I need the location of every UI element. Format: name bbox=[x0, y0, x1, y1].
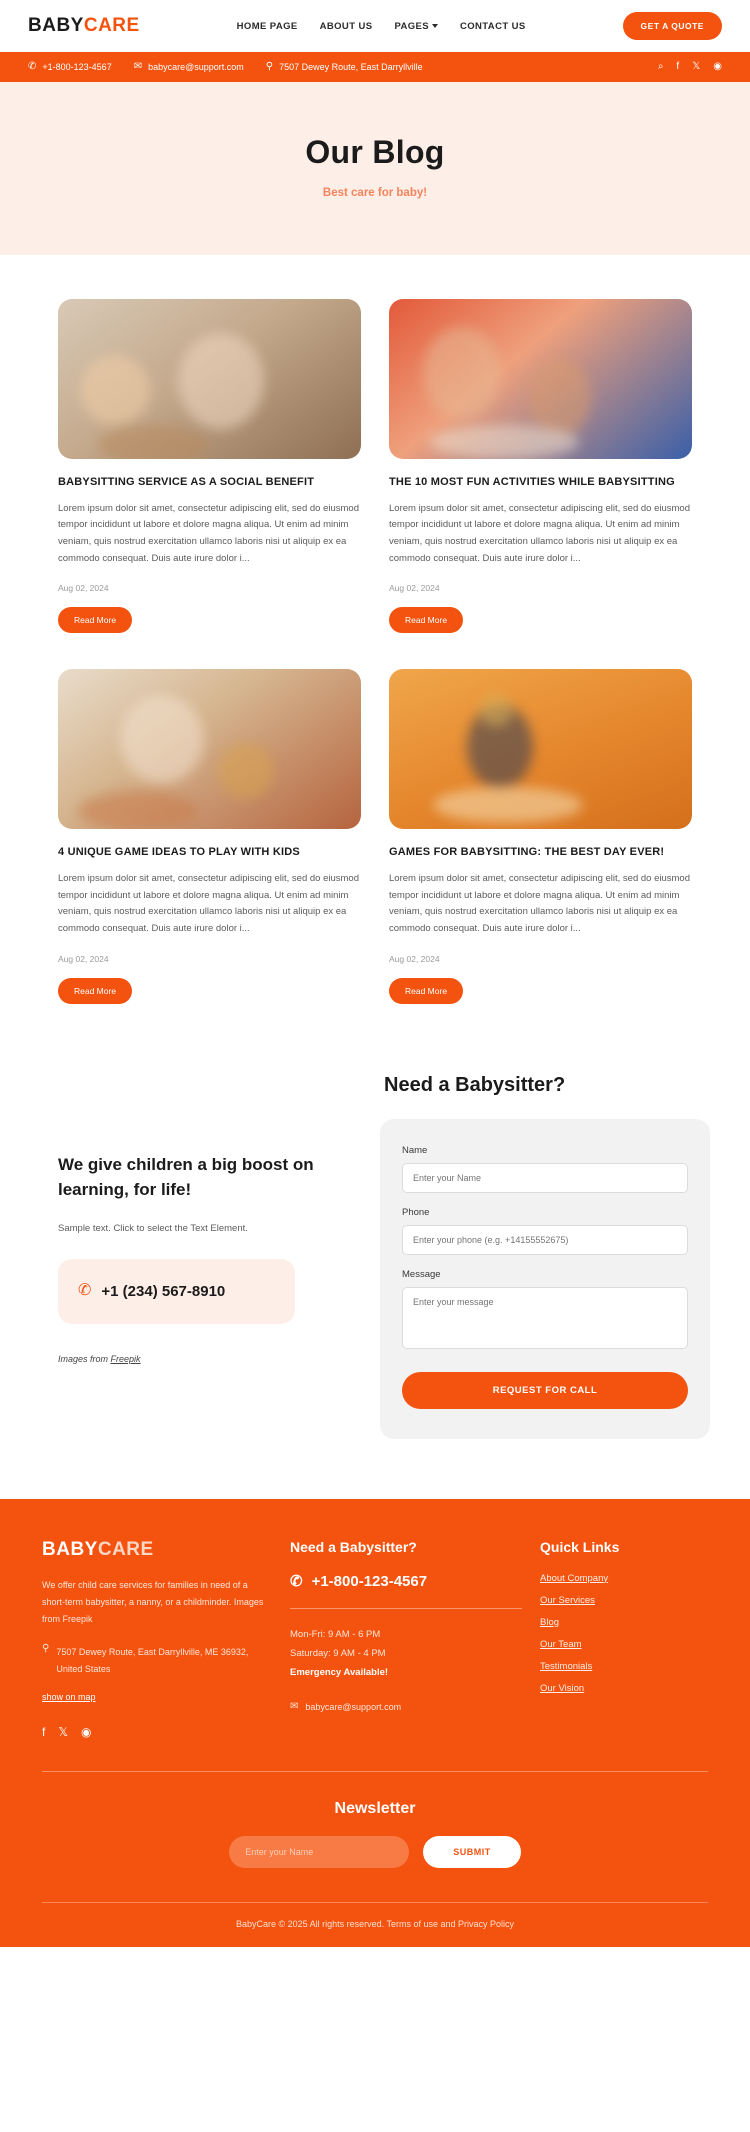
infobar-address-text: 7507 Dewey Route, East Darryllville bbox=[279, 62, 423, 72]
hours-saturday: Saturday: 9 AM - 4 PM bbox=[290, 1647, 386, 1659]
hero-subtitle: Best care for baby! bbox=[322, 187, 428, 199]
search-icon[interactable]: ⌕ bbox=[657, 61, 664, 72]
post-date: Aug 02, 2024 bbox=[389, 583, 440, 594]
quick-link-blog[interactable]: Blog bbox=[540, 1616, 560, 1628]
footer-logo[interactable] bbox=[42, 1539, 272, 1561]
contact-info-group bbox=[28, 62, 423, 72]
blog-grid bbox=[0, 255, 750, 1044]
newsletter-submit-button[interactable]: SUBMIT bbox=[423, 1836, 521, 1868]
quick-links-list bbox=[540, 1573, 708, 1694]
newsletter-form bbox=[42, 1836, 708, 1868]
post-thumbnail-woman-and-child-playing-at-table[interactable] bbox=[389, 299, 692, 459]
site-header bbox=[0, 0, 750, 52]
contact-info-bar bbox=[0, 52, 750, 82]
post-title: 4 UNIQUE GAME IDEAS TO PLAY WITH KIDS bbox=[58, 846, 300, 859]
post-thumbnail-toddler-in-hat-on-rainbow-rocker[interactable] bbox=[389, 669, 692, 829]
footer-columns bbox=[42, 1539, 708, 1739]
nav-item-about[interactable] bbox=[320, 21, 373, 32]
nav-item-pages[interactable] bbox=[394, 21, 438, 32]
infobar-phone[interactable] bbox=[28, 62, 112, 72]
cta-heading: We give children a big boost on learning, for life! bbox=[58, 1154, 314, 1200]
facebook-icon[interactable]: f bbox=[676, 61, 680, 72]
name-label: Name bbox=[402, 1144, 428, 1156]
post-title: BABYSITTING SERVICE AS A SOCIAL BENEFIT bbox=[58, 476, 315, 488]
post-thumbnail-girl-playing-xylophone-with-caregiver[interactable] bbox=[58, 299, 361, 459]
callback-form bbox=[380, 1119, 710, 1439]
post-thumbnail-baby-with-colorful-toys-and-abacus[interactable] bbox=[58, 669, 361, 829]
footer-links-title: Quick Links bbox=[540, 1538, 620, 1555]
phone-icon: ✆ bbox=[78, 1282, 92, 1300]
chevron-down-icon bbox=[432, 24, 438, 28]
page-title: Our Blog bbox=[305, 134, 445, 170]
post-title: GAMES FOR BABYSITTING: THE BEST DAY EVER! bbox=[389, 846, 665, 859]
quick-link-testimonials[interactable]: Testimonials bbox=[540, 1660, 593, 1672]
cta-text-column bbox=[40, 1074, 360, 1439]
cta-note: Sample text. Click to select the Text Element. bbox=[58, 1222, 248, 1234]
cta-form-column bbox=[380, 1074, 710, 1439]
newsletter-title: Newsletter bbox=[334, 1800, 416, 1818]
phone-icon: ✆ bbox=[290, 1572, 303, 1590]
hero-section bbox=[0, 82, 750, 255]
infobar-address[interactable] bbox=[266, 62, 423, 72]
show-on-map-link[interactable]: show on map bbox=[42, 1692, 96, 1703]
read-more-button[interactable]: Read More bbox=[58, 607, 132, 633]
newsletter-name-input[interactable] bbox=[229, 1836, 409, 1868]
image-credit-prefix: Images from bbox=[58, 1353, 111, 1364]
post-title: THE 10 MOST FUN ACTIVITIES WHILE BABYSITTING bbox=[389, 476, 675, 488]
footer-logo-part-baby: BABY bbox=[42, 1538, 98, 1560]
post-date: Aug 02, 2024 bbox=[58, 583, 109, 594]
logo[interactable] bbox=[28, 15, 140, 37]
x-twitter-icon[interactable]: 𝕏 bbox=[692, 61, 701, 72]
infobar-email[interactable] bbox=[134, 62, 244, 72]
message-label: Message bbox=[402, 1268, 441, 1280]
post-date: Aug 02, 2024 bbox=[389, 953, 440, 964]
copyright-text: BabyCare © 2025 All rights reserved. Terms of use and Privacy Policy bbox=[42, 1902, 708, 1947]
nav-label: CONTACT US bbox=[460, 20, 526, 32]
footer-address bbox=[42, 1644, 272, 1678]
footer-about-column bbox=[42, 1539, 272, 1739]
blog-post-card[interactable] bbox=[389, 669, 692, 1003]
footer-logo-part-care: CARE bbox=[97, 1538, 154, 1560]
facebook-icon[interactable]: f bbox=[42, 1725, 46, 1740]
newsletter-section bbox=[42, 1772, 708, 1902]
name-field[interactable] bbox=[402, 1163, 688, 1193]
cta-phone-number: +1 (234) 567-8910 bbox=[101, 1282, 226, 1300]
emergency-notice: Emergency Available! bbox=[290, 1666, 389, 1678]
blog-post-card[interactable] bbox=[389, 299, 692, 633]
nav-item-home[interactable] bbox=[237, 21, 298, 32]
image-credit bbox=[58, 1354, 342, 1364]
logo-part-care: CARE bbox=[83, 15, 140, 36]
form-title: Need a Babysitter? bbox=[384, 1073, 566, 1096]
nav-label: HOME PAGE bbox=[236, 20, 298, 32]
site-footer bbox=[0, 1499, 750, 1947]
quick-link-about-company[interactable]: About Company bbox=[540, 1572, 609, 1584]
read-more-button[interactable]: Read More bbox=[58, 978, 132, 1004]
mail-icon: ✉ bbox=[133, 61, 143, 72]
request-for-call-button[interactable]: REQUEST FOR CALL bbox=[402, 1372, 688, 1409]
post-excerpt: Lorem ipsum dolor sit amet, consectetur adipiscing elit, sed do eiusmod tempor incididunt ut labore et dolore magna aliqua. Ut enim ad minim veniam, quis nostrud exercitation ullamco laboris nisi ut aliquip ex ea commodo consequat. Duis aute irure dolor i... bbox=[58, 502, 359, 564]
cta-phone-box[interactable] bbox=[58, 1259, 295, 1324]
location-pin-icon: ⚲ bbox=[265, 61, 274, 72]
location-pin-icon: ⚲ bbox=[42, 1642, 50, 1654]
x-twitter-icon[interactable]: 𝕏 bbox=[58, 1725, 69, 1740]
infobar-email-text: babycare@support.com bbox=[148, 62, 244, 72]
divider bbox=[290, 1608, 522, 1609]
blog-post-card[interactable] bbox=[58, 669, 361, 1003]
mail-icon: ✉ bbox=[290, 1700, 299, 1712]
footer-address-text: 7507 Dewey Route, East Darryllville, ME 36932, United States bbox=[56, 1646, 249, 1675]
hours-weekday: Mon-Fri: 9 AM - 6 PM bbox=[290, 1628, 381, 1640]
post-excerpt: Lorem ipsum dolor sit amet, consectetur adipiscing elit, sed do eiusmod tempor incididunt ut labore et dolore magna aliqua. Ut enim ad minim veniam, quis nostrud exercitation ullamco laboris nisi ut aliquip ex ea commodo consequat. Duis aute irure dolor i... bbox=[58, 873, 359, 935]
quick-link-our-team[interactable]: Our Team bbox=[540, 1638, 582, 1650]
cta-section bbox=[0, 1044, 750, 1499]
read-more-button[interactable]: Read More bbox=[389, 607, 463, 633]
infobar-phone-text: +1-800-123-4567 bbox=[42, 62, 112, 72]
infobar-actions bbox=[658, 62, 722, 72]
footer-description: We offer child care services for families in need of a short-term babysitter, a nanny, or a childminder. Images from Freepik bbox=[42, 1579, 264, 1624]
get-a-quote-button[interactable]: GET A QUOTE bbox=[623, 12, 722, 40]
read-more-button[interactable]: Read More bbox=[389, 978, 463, 1004]
footer-contact-column bbox=[290, 1539, 522, 1739]
post-date: Aug 02, 2024 bbox=[58, 953, 109, 964]
instagram-icon[interactable]: ◉ bbox=[81, 1725, 92, 1740]
post-excerpt: Lorem ipsum dolor sit amet, consectetur adipiscing elit, sed do eiusmod tempor incididunt ut labore et dolore magna aliqua. Ut enim ad minim veniam, quis nostrud exercitation ullamco laboris nisi ut aliquip ex ea commodo consequat. Duis aute irure dolor i... bbox=[389, 502, 690, 564]
footer-phone[interactable] bbox=[290, 1573, 522, 1590]
footer-contact-title: Need a Babysitter? bbox=[290, 1538, 417, 1555]
footer-hours bbox=[290, 1625, 522, 1682]
message-field[interactable] bbox=[402, 1287, 688, 1349]
instagram-icon[interactable]: ◉ bbox=[713, 61, 722, 72]
phone-icon: ✆ bbox=[28, 61, 37, 72]
blog-post-card[interactable] bbox=[58, 299, 361, 633]
footer-email[interactable] bbox=[290, 1702, 522, 1712]
quick-link-our-services[interactable]: Our Services bbox=[540, 1594, 595, 1606]
freepik-link[interactable]: Freepik bbox=[110, 1353, 141, 1364]
logo-part-baby: BABY bbox=[28, 15, 84, 36]
footer-email-text: babycare@support.com bbox=[305, 1701, 402, 1712]
phone-label: Phone bbox=[402, 1206, 430, 1218]
main-navigation bbox=[237, 21, 526, 32]
nav-item-contact[interactable] bbox=[460, 21, 526, 32]
post-excerpt: Lorem ipsum dolor sit amet, consectetur adipiscing elit, sed do eiusmod tempor incididunt ut labore et dolore magna aliqua. Ut enim ad minim veniam, quis nostrud exercitation ullamco laboris nisi ut aliquip ex ea commodo consequat. Duis aute irure dolor i... bbox=[389, 873, 690, 935]
footer-social-links bbox=[42, 1725, 272, 1739]
phone-field[interactable] bbox=[402, 1225, 688, 1255]
nav-label: PAGES bbox=[394, 20, 429, 32]
footer-phone-text: +1-800-123-4567 bbox=[311, 1572, 428, 1590]
footer-links-column bbox=[540, 1539, 708, 1739]
nav-label: ABOUT US bbox=[319, 20, 373, 32]
quick-link-our-vision[interactable]: Our Vision bbox=[540, 1682, 585, 1694]
